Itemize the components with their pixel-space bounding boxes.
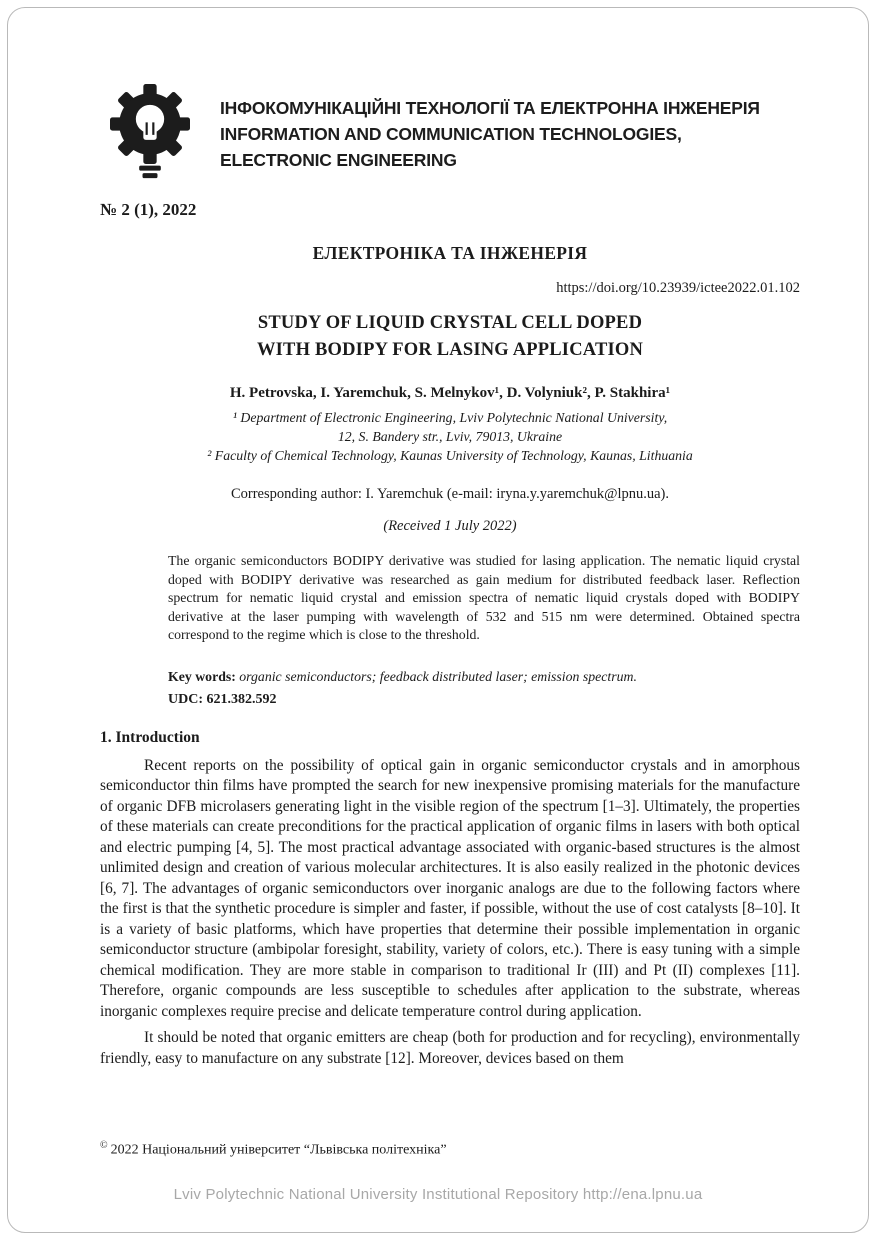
copyright-symbol: © (100, 1140, 108, 1151)
doi-link[interactable]: https://doi.org/10.23939/ictee2022.01.102 (556, 280, 800, 296)
gear-lightbulb-icon (100, 82, 200, 186)
affiliation-1-line1: ¹ Department of Electronic Engineering, Lviv Polytechnic National University, (232, 410, 668, 425)
journal-title-en-line2: ELECTRONIC ENGINEERING (220, 150, 457, 170)
article-title (100, 310, 800, 364)
received-date: (Received 1 July 2022) (383, 518, 517, 534)
abstract-text: The organic semiconductors BODIPY derivative was studied for lasing application. The nematic liquid crystal doped with BODIPY derivative was researched as gain medium for distributed feedback laser. Reflection spectrum for nematic liquid crystal and emission spectra of nematic liquid crystals doped with BODIPY derivative at the laser pumping with wavelength of 532 and 515 nm were determined. Obtained spectra correspond to the regime which is close to the threshold. (168, 553, 800, 642)
keywords-label: Key words: (168, 668, 236, 684)
journal-title-uk: ІНФОКОМУНІКАЦІЙНІ ТЕХНОЛОГІЇ ТА ЕЛЕКТРОННА ІНЖЕНЕРІЯ (220, 98, 760, 118)
section-heading-introduction: 1. Introduction (100, 728, 200, 746)
keywords-value: organic semiconductors; feedback distributed laser; emission spectrum. (235, 668, 637, 684)
article-title-line2: WITH BODIPY FOR LASING APPLICATION (256, 340, 644, 360)
authors-line: H. Petrovska, I. Yaremchuk, S. Melnykov¹, D. Volyniuk², P. Stakhira¹ (229, 385, 671, 401)
journal-title-block (220, 95, 760, 173)
repository-watermark: Lviv Polytechnic National University Institutional Repository http://ena.lpnu.ua (173, 1186, 703, 1203)
intro-paragraph-2: It should be noted that organic emitters are cheap (both for production and for recycling), environmentally friendly, easy to manufacture on any substrate [12]. Moreover, devices based on them (100, 1029, 800, 1067)
journal-title-en-line1: INFORMATION AND COMMUNICATION TECHNOLOGIES, (220, 124, 682, 144)
udc-code: UDC: 621.382.592 (168, 691, 277, 707)
doi-line (100, 280, 800, 297)
affiliation-1-line2: 12, S. Bandery str., Lviv, 79013, Ukraine (337, 429, 563, 444)
corresponding-author-line: Corresponding author: I. Yaremchuk (e-mail: iryna.y.yaremchuk@lpnu.ua). (230, 486, 670, 502)
journal-header (100, 84, 800, 184)
journal-logo (100, 84, 200, 184)
keywords-line (168, 667, 800, 686)
issue-number: № 2 (1), 2022 (100, 200, 197, 219)
article-title-line1: STUDY OF LIQUID CRYSTAL CELL DOPED (257, 313, 643, 333)
affiliation-2: ² Faculty of Chemical Technology, Kaunas University of Technology, Kaunas, Lithuania (207, 448, 693, 463)
section-heading: ЕЛЕКТРОНІКА ТА ІНЖЕНЕРІЯ (312, 243, 588, 263)
affiliations-block (100, 408, 800, 465)
intro-paragraph-1: Recent reports on the possibility of optical gain in organic semiconductor crystals and in amorphous semiconductor thin films have prompted the search for new inexpensive promising materials for the manufacture of organic DFB microlasers generating light in the visible region of the spectrum [1–3]. Ultimately, the properties of these materials can create preconditions for the practical application of organic films in lasers with both optical and electric pumping [4, 5]. The most practical advantage associated with organic-based structures is the almost unlimited design and creation of various molecular architectures. It is also easily realized in the photonic devices [6, 7]. The advantages of organic semiconductors over inorganic analogs are due to the following factors where the first is that the synthetic procedure is simpler and faster, if possible, without the use of cost catalysts [8–10]. It is a variety of basic platforms, which have properties that determine their possible implementation in organic semiconductor structure (ambipolar foresight, stability, variety of colors, etc.). There is easy tuning with a simple chemical modification. They are more stable in comparison to traditional Ir (III) and Pt (II) complexes [11]. Therefore, organic compounds are less susceptible to schedules after application to the substrate, whereas inorganic complexes require precise and delicate temperature control during application. (100, 756, 800, 1020)
copyright-notice (100, 1140, 447, 1159)
copyright-text: 2022 Національний університет “Львівська політехніка” (110, 1142, 447, 1158)
